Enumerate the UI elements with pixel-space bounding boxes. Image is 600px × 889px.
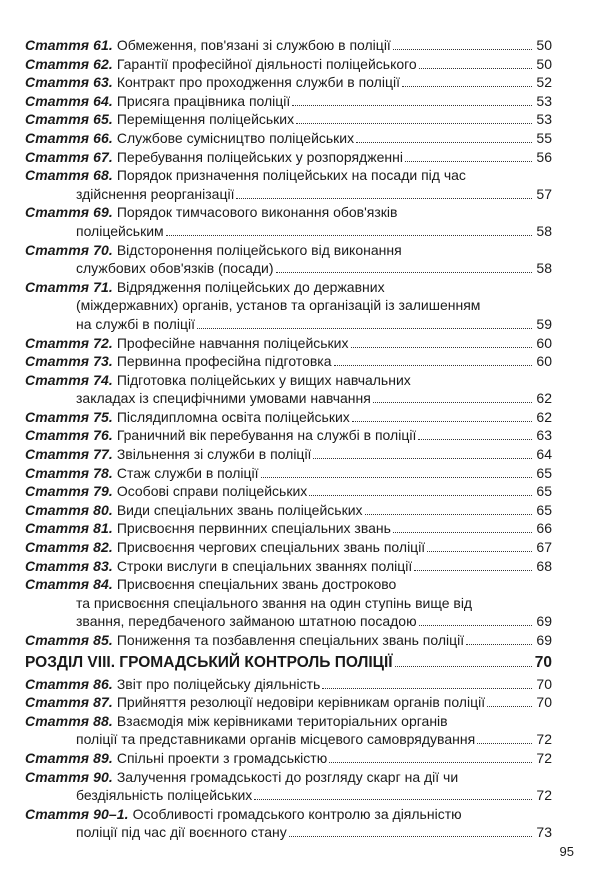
- toc-page-number: 70: [536, 675, 552, 692]
- toc-entry-line: [25, 575, 552, 594]
- toc-entry: [25, 166, 552, 203]
- article-title: на службі в поліції: [76, 315, 195, 332]
- toc-page-number: 53: [536, 111, 552, 128]
- dot-leader: [322, 688, 532, 689]
- dot-leader: [393, 49, 532, 50]
- toc-entry: [25, 36, 552, 55]
- toc-entry-line: [25, 519, 552, 538]
- dot-leader: [393, 532, 532, 533]
- toc-entry-line: [25, 315, 552, 334]
- article-title: Порядок тимчасового виконання обов'язків: [116, 204, 398, 221]
- toc-entry: [25, 631, 552, 650]
- article-title: Звіт про поліцейську діяльність: [116, 675, 321, 692]
- toc-entry: [25, 805, 552, 842]
- article-number: Стаття 70.: [25, 241, 113, 258]
- toc-entry-line: [25, 36, 552, 55]
- toc-entry-line: [25, 651, 552, 675]
- table-of-contents: [25, 36, 552, 842]
- article-title: Обмеження, пов'язані зі службою в поліції: [116, 37, 391, 53]
- article-title: Взаємодія між керівниками територіальних органів: [116, 712, 448, 729]
- toc-page-number: 72: [536, 749, 552, 766]
- article-number: Стаття 90–1.: [25, 805, 129, 822]
- dot-leader: [427, 551, 532, 552]
- dot-leader: [334, 365, 532, 366]
- dot-leader: [373, 402, 532, 403]
- toc-page-number: 73: [536, 824, 552, 841]
- toc-entry: [25, 575, 552, 631]
- toc-entry: [25, 693, 552, 712]
- toc-entry: [25, 675, 552, 694]
- article-number: Стаття 76.: [25, 427, 113, 444]
- dot-leader: [352, 421, 532, 422]
- toc-page-number: 62: [536, 408, 552, 425]
- article-title: Строки вислуги в спеціальних званнях поліції: [116, 557, 413, 574]
- article-number: Стаття 82.: [25, 539, 113, 556]
- toc-entry-line: [25, 148, 552, 167]
- toc-page-number: 60: [536, 334, 552, 351]
- article-title: Залучення громадськості до розгляду скарг на дії чи: [116, 768, 459, 785]
- article-number: Стаття 71.: [25, 278, 113, 295]
- article-number: Стаття 65.: [25, 111, 113, 128]
- article-number: Стаття 89.: [25, 749, 113, 766]
- article-number: Стаття 86.: [25, 675, 113, 692]
- article-title: Присвоєння чергових спеціальних звань поліції: [116, 539, 426, 556]
- toc-entry-line: [25, 730, 552, 749]
- toc-page-number: 65: [536, 483, 552, 500]
- toc-entry-line: [25, 557, 552, 576]
- article-title: Відсторонення поліцейського від виконання: [116, 241, 402, 258]
- toc-page-number: 67: [536, 539, 552, 556]
- toc-entry-line: [25, 693, 552, 712]
- toc-entry-line: [25, 612, 552, 631]
- toc-entry-line: [25, 371, 552, 390]
- toc-entry: [25, 445, 552, 464]
- toc-entry-line: [25, 538, 552, 557]
- article-title: бездіяльність поліцейських: [76, 787, 253, 804]
- article-title: Особові справи поліцейських: [116, 483, 308, 500]
- article-title: Підготовка поліцейських у вищих навчальних: [116, 371, 411, 388]
- dot-leader: [351, 347, 532, 348]
- dot-leader: [166, 235, 532, 236]
- article-number: Стаття 62.: [25, 55, 113, 72]
- toc-entry: [25, 278, 552, 334]
- article-number: Стаття 79.: [25, 483, 113, 500]
- article-title: Особливості громадського контролю за діяльністю: [132, 805, 462, 822]
- toc-entry-line: [25, 73, 552, 92]
- toc-page-number: 53: [536, 92, 552, 109]
- article-number: Стаття 84.: [25, 576, 113, 593]
- dot-leader: [296, 123, 532, 124]
- dot-leader: [419, 68, 532, 69]
- toc-page-number: 58: [536, 260, 552, 277]
- toc-entry: [25, 352, 552, 371]
- toc-entry: [25, 73, 552, 92]
- toc-page-number: 70: [536, 694, 552, 711]
- toc-page-number: 57: [536, 185, 552, 202]
- toc-page-number: 60: [536, 353, 552, 370]
- toc-entry-line: [25, 296, 552, 315]
- toc-page-number: 70: [534, 653, 552, 671]
- article-title: та присвоєння спеціального звання на один ступінь вище від: [76, 594, 473, 611]
- toc-entry-line: [25, 92, 552, 111]
- toc-entry-line: [25, 823, 552, 842]
- toc-page-number: 72: [536, 731, 552, 748]
- dot-leader: [261, 477, 532, 478]
- dot-leader: [292, 105, 532, 106]
- article-title: поліції під час дії воєнного стану: [76, 824, 287, 841]
- dot-leader: [289, 836, 532, 837]
- toc-entry: [25, 749, 552, 768]
- article-number: Стаття 87.: [25, 694, 113, 711]
- dot-leader: [254, 799, 532, 800]
- dot-leader: [466, 644, 532, 645]
- dot-leader: [365, 514, 532, 515]
- toc-page-number: 62: [536, 390, 552, 407]
- toc-entry: [25, 519, 552, 538]
- article-number: Стаття 85.: [25, 632, 113, 648]
- toc-entry: [25, 148, 552, 167]
- article-title: (міждержавних) органів, установ та організацій із залишенням: [76, 297, 481, 314]
- toc-entry: [25, 334, 552, 353]
- toc-entry-line: [25, 203, 552, 222]
- toc-entry-line: [25, 749, 552, 768]
- dot-leader: [418, 439, 532, 440]
- article-title: поліцейським: [76, 222, 164, 239]
- article-title: Граничний вік перебування на службі в поліції: [116, 427, 417, 444]
- article-title: Присвоєння спеціальних звань достроково: [116, 576, 397, 593]
- toc-page-number: 65: [536, 464, 552, 481]
- article-title: Післядипломна освіта поліцейських: [116, 408, 350, 425]
- dot-leader: [309, 495, 532, 496]
- toc-entry-line: [25, 55, 552, 74]
- article-title: Контракт про проходження служби в поліції: [116, 74, 400, 91]
- article-number: Стаття 81.: [25, 520, 113, 537]
- toc-page-number: 72: [536, 787, 552, 804]
- toc-page-number: 50: [536, 37, 552, 53]
- toc-page-number: 65: [536, 501, 552, 518]
- article-title: Присяга працівника поліції: [116, 92, 291, 109]
- toc-entry-line: [25, 712, 552, 731]
- article-title: закладах із специфічними умовами навчання: [76, 390, 371, 407]
- toc-entry-line: [25, 389, 552, 408]
- toc-entry: [25, 110, 552, 129]
- article-title: поліції та представниками органів місцевого самоврядування: [76, 731, 476, 748]
- toc-entry-line: [25, 129, 552, 148]
- toc-entry: [25, 129, 552, 148]
- article-title: Звільнення зі служби в поліції: [116, 446, 312, 463]
- article-number: Стаття 83.: [25, 557, 113, 574]
- article-title: Порядок призначення поліцейських на посади під час: [116, 167, 466, 184]
- toc-entry-line: [25, 110, 552, 129]
- article-number: Стаття 61.: [25, 37, 113, 53]
- toc-entry: [25, 371, 552, 408]
- toc-entry: [25, 712, 552, 749]
- toc-page-number: 68: [536, 557, 552, 574]
- toc-entry-line: [25, 501, 552, 520]
- toc-entry: [25, 203, 552, 240]
- article-title: Прийняття резолюції недовіри керівникам органів поліції: [116, 694, 486, 711]
- dot-leader: [405, 161, 532, 162]
- toc-page-number: 69: [536, 632, 552, 648]
- toc-page-number: 69: [536, 613, 552, 630]
- toc-page-number: 56: [536, 148, 552, 165]
- dot-leader: [419, 625, 532, 626]
- article-number: Стаття 75.: [25, 408, 113, 425]
- toc-entry-line: [25, 445, 552, 464]
- article-number: Стаття 90.: [25, 768, 113, 785]
- dot-leader: [197, 328, 532, 329]
- article-title: Гарантії професійної діяльності поліцейського: [116, 55, 417, 72]
- toc-entry-line: [25, 594, 552, 613]
- toc-entry: [25, 557, 552, 576]
- toc-page-number: 66: [536, 520, 552, 537]
- article-number: Стаття 66.: [25, 129, 113, 146]
- dot-leader: [402, 86, 532, 87]
- toc-entry-line: [25, 786, 552, 805]
- toc-entry: [25, 464, 552, 483]
- article-title: Присвоєння первинних спеціальних звань: [116, 520, 391, 537]
- toc-entry-line: [25, 408, 552, 427]
- article-number: Стаття 63.: [25, 74, 113, 91]
- article-title: Перебування поліцейських у розпорядженні: [116, 148, 403, 165]
- toc-entry-line: [25, 222, 552, 241]
- toc-entry-line: [25, 352, 552, 371]
- article-title: Стаж служби в поліції: [116, 464, 259, 481]
- toc-entry-line: [25, 464, 552, 483]
- toc-entry: [25, 768, 552, 805]
- article-title: Первинна професійна підготовка: [116, 353, 332, 370]
- toc-entry: [25, 538, 552, 557]
- article-number: Стаття 67.: [25, 148, 113, 165]
- toc-entry: [25, 482, 552, 501]
- article-number: Стаття 77.: [25, 446, 113, 463]
- article-number: Стаття 80.: [25, 501, 113, 518]
- dot-leader: [236, 198, 532, 199]
- article-number: Стаття 69.: [25, 204, 113, 221]
- section-title: РОЗДІЛ VIII. ГРОМАДСЬКИЙ КОНТРОЛЬ ПОЛІЦІЇ: [25, 653, 393, 671]
- article-number: Стаття 64.: [25, 92, 113, 109]
- toc-section-heading: [25, 651, 552, 675]
- dot-leader: [487, 706, 532, 707]
- toc-entry-line: [25, 426, 552, 445]
- article-number: Стаття 73.: [25, 353, 113, 370]
- toc-entry-line: [25, 675, 552, 694]
- dot-leader: [414, 570, 532, 571]
- toc-entry-line: [25, 185, 552, 204]
- dot-leader: [356, 142, 532, 143]
- toc-entry-line: [25, 278, 552, 297]
- toc-entry: [25, 408, 552, 427]
- toc-entry-line: [25, 259, 552, 278]
- article-title: Пониження та позбавлення спеціальних звань поліції: [116, 632, 465, 648]
- dot-leader: [313, 458, 532, 459]
- page-number: 95: [559, 844, 574, 859]
- dot-leader: [477, 743, 532, 744]
- toc-page-number: 52: [536, 74, 552, 91]
- toc-page-number: 63: [536, 427, 552, 444]
- article-number: Стаття 78.: [25, 464, 113, 481]
- toc-entry-line: [25, 482, 552, 501]
- dot-leader: [329, 762, 532, 763]
- article-title: здійснення реорганізації: [76, 185, 235, 202]
- toc-page-number: 55: [536, 129, 552, 146]
- article-title: звання, передбаченого займаною штатною посадою: [76, 613, 417, 630]
- toc-entry: [25, 501, 552, 520]
- dot-leader: [395, 666, 532, 667]
- article-number: Стаття 72.: [25, 334, 113, 351]
- article-title: Відрядження поліцейських до державних: [116, 278, 385, 295]
- article-title: Професійне навчання поліцейських: [116, 334, 349, 351]
- article-title: службових обов'язків (посади): [76, 260, 274, 277]
- toc-page-number: 50: [536, 55, 552, 72]
- dot-leader: [276, 272, 532, 273]
- toc-page-number: 64: [536, 446, 552, 463]
- toc-entry-line: [25, 631, 552, 650]
- article-title: Службове сумісництво поліцейських: [116, 129, 355, 146]
- toc-entry-line: [25, 805, 552, 824]
- article-title: Переміщення поліцейських: [116, 111, 295, 128]
- toc-entry-line: [25, 334, 552, 353]
- article-number: Стаття 68.: [25, 167, 113, 184]
- article-title: Види спеціальних звань поліцейських: [116, 501, 363, 518]
- toc-entry-line: [25, 166, 552, 185]
- article-title: Спільні проекти з громадськістю: [116, 749, 328, 766]
- toc-entry: [25, 241, 552, 278]
- article-number: Стаття 74.: [25, 371, 113, 388]
- toc-entry: [25, 426, 552, 445]
- toc-entry: [25, 55, 552, 74]
- toc-entry: [25, 92, 552, 111]
- article-number: Стаття 88.: [25, 712, 113, 729]
- toc-page-number: 59: [536, 315, 552, 332]
- toc-entry-line: [25, 768, 552, 787]
- toc-entry-line: [25, 241, 552, 260]
- toc-page-number: 58: [536, 222, 552, 239]
